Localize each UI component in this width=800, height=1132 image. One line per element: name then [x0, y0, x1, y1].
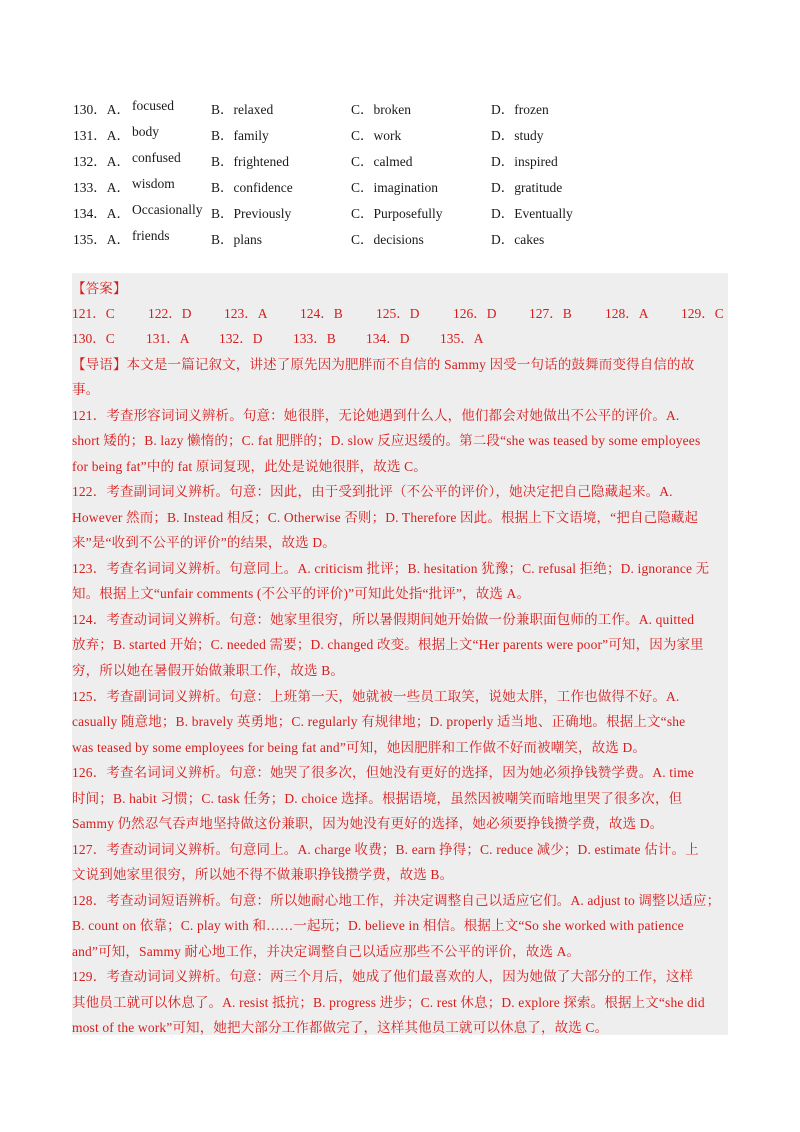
answer-key: 130．C — [72, 331, 115, 346]
answer-key: 128．A — [605, 306, 649, 321]
option-c: C．calmed — [351, 154, 413, 169]
option-c: C．broken — [351, 102, 411, 117]
explanation-line: 122．考查副词词义辨析。句意：因此，由于受到批评（不公平的评价），她决定把自己隐藏起来。A. — [72, 484, 673, 499]
option-d: D．inspired — [491, 154, 558, 169]
explanation-line: most of the work”可知，她把大部分工作都做完了，这样其他员工就可以休息了，故选 C。 — [72, 1020, 609, 1035]
option-d: D．gratitude — [491, 180, 563, 195]
answer-key: 133．B — [293, 331, 336, 346]
option-a: Occasionally — [132, 202, 203, 217]
explanation-line: 放弃；B. started 开始；C. needed 需要；D. changed 改变。根据上文“Her parents were poor”可知，因为家里 — [72, 637, 704, 652]
explanation-line: 知。根据上文“unfair comments (不公平的评价)”可知此处指“批评”，故选 A。 — [72, 586, 531, 601]
option-a: body — [132, 124, 159, 139]
answer-key: 135．A — [440, 331, 484, 346]
answer-key: 123．A — [224, 306, 268, 321]
answer-key: 132．D — [219, 331, 263, 346]
explanation-line: 其他员工就可以休息了。A. resist 抵抗；B. progress 进步；C. rest 休息；D. explore 探索。根据上文“she did — [72, 995, 705, 1010]
explanation-line: Sammy 仍然忍气吞声地坚持做这份兼职，因为她没有更好的选择，她必须要挣钱攒学费，故选 D。 — [72, 816, 664, 831]
option-b: B．family — [211, 128, 269, 143]
explanation-line: 来”是“收到不公平的评价”的结果，故选 D。 — [72, 535, 336, 550]
option-b: B．Previously — [211, 206, 292, 221]
answer-heading: 【答案】 — [72, 281, 127, 296]
explanation-line: 事。 — [72, 382, 100, 397]
explanation-line: 127．考查动词词义辨析。句意同上。A. charge 收费；B. earn 挣得；C. reduce 减少；D. estimate 估计。上 — [72, 842, 699, 857]
option-a: wisdom — [132, 176, 175, 191]
answer-key: 134．D — [366, 331, 410, 346]
explanation-line: 穷，所以她在暑假开始做兼职工作，故选 B。 — [72, 663, 345, 678]
explanation-line: 128．考查动词短语辨析。句意：所以她耐心地工作，并决定调整自己以适应它们。A. adjust to 调整以适应； — [72, 893, 721, 908]
explanation-line: was teased by some employees for being fat and”可知，她因肥胖和工作做不好而被嘲笑，故选 D。 — [72, 740, 647, 755]
explanation-line: 时间；B. habit 习惯；C. task 任务；D. choice 选择。根据语境，虽然因被嘲笑而暗地里哭了很多次，但 — [72, 791, 683, 806]
answer-key: 122．D — [148, 306, 192, 321]
option-d: D．Eventually — [491, 206, 573, 221]
explanation-line: 129．考查动词词义辨析。句意：两三个月后，她成了他们最喜欢的人，因为她做了大部分的工作，这样 — [72, 969, 694, 984]
option-d: D．cakes — [491, 232, 545, 247]
question-number: 131．A． — [73, 128, 130, 143]
question-number: 135．A． — [73, 232, 130, 247]
answer-key: 129．C — [681, 306, 724, 321]
option-d: D．frozen — [491, 102, 549, 117]
option-c: C．work — [351, 128, 402, 143]
explanation-line: and”可知，Sammy 耐心地工作，并决定调整自己以适应那些不公平的评价，故选 A。 — [72, 944, 581, 959]
option-a: focused — [132, 98, 174, 113]
explanation-line: short 矮的；B. lazy 懒惰的；C. fat 肥胖的；D. slow 反应迟缓的。第二段“she was teased by some employees — [72, 433, 701, 448]
explanation-line: 124．考查动词词义辨析。句意：她家里很穷，所以暑假期间她开始做一份兼职面包师的工作。A. quitted — [72, 612, 695, 627]
answer-key: 131．A — [146, 331, 190, 346]
question-number: 132．A． — [73, 154, 130, 169]
explanation-line: 126．考查名词词义辨析。句意：她哭了很多次，但她没有更好的选择，因为她必须挣钱赞学费。A. time — [72, 765, 694, 780]
explanation-line: B. count on 依靠；C. play with 和……一起玩；D. believe in 相信。根据上文“So she worked with patience — [72, 918, 684, 933]
answer-key: 126．D — [453, 306, 497, 321]
option-b: B．plans — [211, 232, 263, 247]
explanation-line: 121．考查形容词词义辨析。句意：她很胖，无论她遇到什么人，他们都会对她做出不公平的评价。A. — [72, 408, 680, 423]
answer-key: 124．B — [300, 306, 343, 321]
question-number: 130．A． — [73, 102, 130, 117]
explanation-line: 【导语】本文是一篇记叙文，讲述了原先因为肥胖而不自信的 Sammy 因受一句话的鼓舞而变得自信的故 — [72, 357, 695, 372]
option-c: C．decisions — [351, 232, 424, 247]
option-c: C．Purposefully — [351, 206, 443, 221]
answer-key: 121．C — [72, 306, 115, 321]
explanation-line: for being fat”中的 fat 原词复现，此处是说她很胖，故选 C。 — [72, 459, 427, 474]
option-b: B．confidence — [211, 180, 293, 195]
option-a: friends — [132, 228, 170, 243]
explanation-line: 123．考查名词词义辨析。句意同上。A. criticism 批评；B. hesitation 犹豫；C. refusal 拒绝；D. ignorance 无 — [72, 561, 710, 576]
answer-key: 125．D — [376, 306, 420, 321]
explanation-line: However 然而；B. Instead 相反；C. Otherwise 否则；D. Therefore 因此。根据上下文语境，“把自己隐藏起 — [72, 510, 699, 525]
explanation-line: casually 随意地；B. bravely 英勇地；C. regularly 有规律地；D. properly 适当地、正确地。根据上文“she — [72, 714, 686, 729]
option-d: D．study — [491, 128, 544, 143]
question-number: 133．A． — [73, 180, 130, 195]
explanation-line: 125．考查副词词义辨析。句意：上班第一天，她就被一些员工取笑，说她太胖，工作也做得不好。A. — [72, 689, 680, 704]
option-c: C．imagination — [351, 180, 438, 195]
explanation-line: 文说到她家里很穷，所以她不得不做兼职挣钱攒学费，故选 B。 — [72, 867, 454, 882]
option-b: B．relaxed — [211, 102, 274, 117]
option-b: B．frightened — [211, 154, 289, 169]
answer-key: 127．B — [529, 306, 572, 321]
option-a: confused — [132, 150, 181, 165]
question-number: 134．A． — [73, 206, 130, 221]
